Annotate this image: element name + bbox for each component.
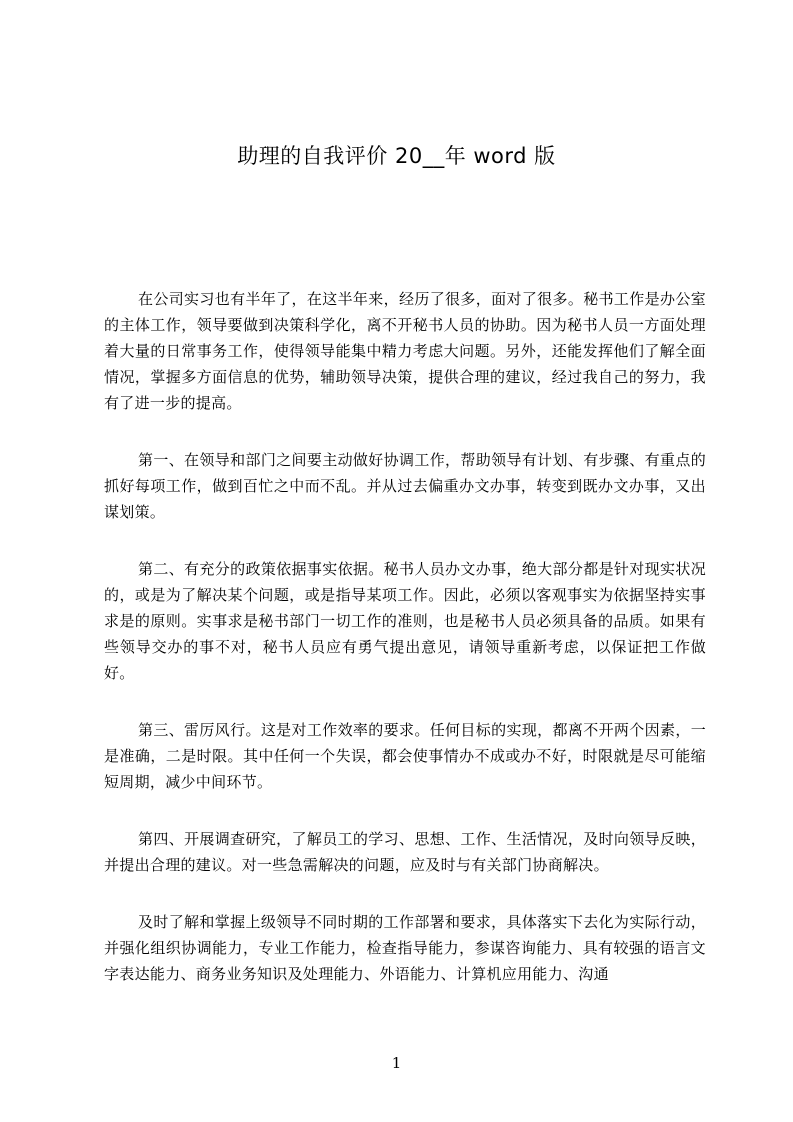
paragraph-continuation: 及时了解和掌握上级领导不同时期的工作部署和要求，具体落实下去化为实际行动，并强化组织协调能力，专业工作能力，检查指导能力，参谋咨询能力、具有较强的语言文字表达能力、商务业务知识及处理能力、外语能力、计算机应用能力、沟通: [104, 913, 706, 983]
paragraph-point-4: 第四、开展调查研究，了解员工的学习、思想、工作、生活情况，及时向领导反映，并提出合理的建议。对一些急需解决的问题，应及时与有关部门协商解决。: [104, 830, 706, 874]
paragraph-point-3: 第三、雷厉风行。这是对工作效率的要求。任何目标的实现，都离不开两个因素，一是准确，二是时限。其中任何一个失误，都会使事情办不成或办不好，时限就是尽可能缩短周期，减少中间环节。: [104, 721, 706, 791]
paragraph-point-1: 第一、在领导和部门之间要主动做好协调工作，帮助领导有计划、有步骤、有重点的抓好每项工作，做到百忙之中而不乱。并从过去偏重办文办事，转变到既办文办事，又出谋划策。: [104, 451, 706, 521]
page-number: 1: [391, 1054, 402, 1072]
paragraph-intro: 在公司实习也有半年了，在这半年来，经历了很多，面对了很多。秘书工作是办公室的主体工作，领导要做到决策科学化，离不开秘书人员的协助。因为秘书人员一方面处理着大量的日常事务工作，使得领导能集中精力考虑大问题。另外，还能发挥他们了解全面情况，掌握多方面信息的优势，辅助领导决策，提供合理的建议，经过我自己的努力，我有了进一步的提高。: [104, 290, 706, 412]
document-body: [104, 286, 706, 1018]
document-title: 助理的自我评价 20__年 word 版: [237, 144, 556, 168]
paragraph-point-2: 第二、有充分的政策依据事实依据。秘书人员办文办事，绝大部分都是针对现实状况的，或是为了解决某个问题，或是指导某项工作。因此，必须以客观事实为依据坚持实事求是的原则。实事求是秘书部门一切工作的准则，也是秘书人员必须具备的品质。如果有些领导交办的事不对，秘书人员应有勇气提出意见，请领导重新考虑，以保证把工作做好。: [104, 560, 706, 682]
